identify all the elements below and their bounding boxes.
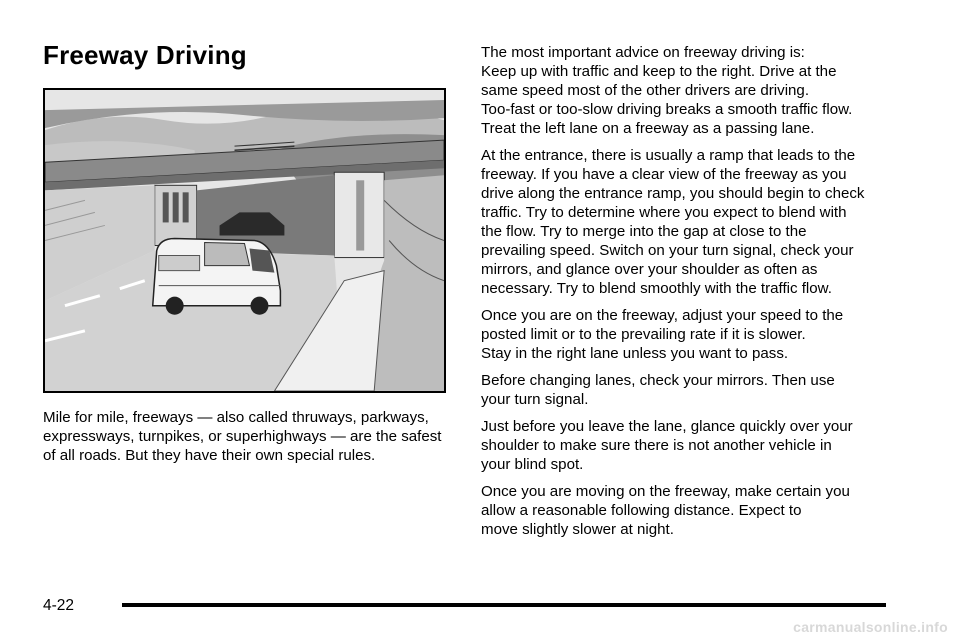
text-line: move slightly slower at night. bbox=[481, 521, 674, 538]
text-line: your turn signal. bbox=[481, 391, 589, 408]
advice-paragraph bbox=[481, 417, 921, 474]
watermark: carmanualsonline.info bbox=[793, 619, 948, 635]
text-line: posted limit or to the prevailing rate if it is slower. bbox=[481, 326, 806, 343]
text-line: same speed most of the other drivers are driving. bbox=[481, 82, 810, 99]
text-line: allow a reasonable following distance. Expect to bbox=[481, 502, 802, 519]
text-line: Just before you leave the lane, glance quickly over your bbox=[481, 418, 853, 435]
text-line: Stay in the right lane unless you want to pass. bbox=[481, 345, 789, 362]
text-line: prevailing speed. Switch on your turn signal, check your bbox=[481, 242, 854, 259]
page-number: 4-22 bbox=[43, 597, 75, 614]
advice-column bbox=[481, 43, 921, 547]
text-line: At the entrance, there is usually a ramp that leads to the bbox=[481, 147, 856, 164]
advice-paragraph bbox=[481, 306, 921, 363]
freeway-illustration bbox=[43, 88, 446, 393]
advice-paragraph bbox=[481, 482, 921, 539]
advice-paragraph bbox=[481, 146, 921, 298]
text-line: The most important advice on freeway driving is: bbox=[481, 44, 805, 61]
footer-rule bbox=[122, 603, 886, 607]
text-line: Keep up with traffic and keep to the right. Drive at the bbox=[481, 63, 837, 80]
page-title: Freeway Driving bbox=[43, 40, 247, 70]
text-line: your blind spot. bbox=[481, 456, 584, 473]
text-line: mirrors, and glance over your shoulder as often as bbox=[481, 261, 818, 278]
text-line: the flow. Try to merge into the gap at close to the bbox=[481, 223, 807, 240]
text-line: freeway. If you have a clear view of the freeway as you bbox=[481, 166, 847, 183]
text-line: necessary. Try to blend smoothly with the traffic flow. bbox=[481, 280, 832, 297]
text-line: Treat the left lane on a freeway as a passing lane. bbox=[481, 120, 815, 137]
advice-paragraph bbox=[481, 371, 921, 409]
text-line: shoulder to make sure there is not another vehicle in bbox=[481, 437, 832, 454]
freeway-scene-drawing bbox=[45, 90, 444, 391]
advice-paragraph bbox=[481, 43, 921, 138]
intro-paragraph: Mile for mile, freeways — also called thruways, parkways, expressways, turnpikes, or superhighways — are the safest of all roads. But they have their own special rules. bbox=[43, 409, 442, 464]
text-line: drive along the entrance ramp, you should begin to check bbox=[481, 185, 865, 202]
text-line: Once you are on the freeway, adjust your speed to the bbox=[481, 307, 844, 324]
text-line: Before changing lanes, check your mirrors. Then use bbox=[481, 372, 835, 389]
text-line: traffic. Try to determine where you expect to blend with bbox=[481, 204, 847, 221]
text-line: Once you are moving on the freeway, make certain you bbox=[481, 483, 850, 500]
text-line: Too-fast or too-slow driving breaks a smooth traffic flow. bbox=[481, 101, 853, 118]
